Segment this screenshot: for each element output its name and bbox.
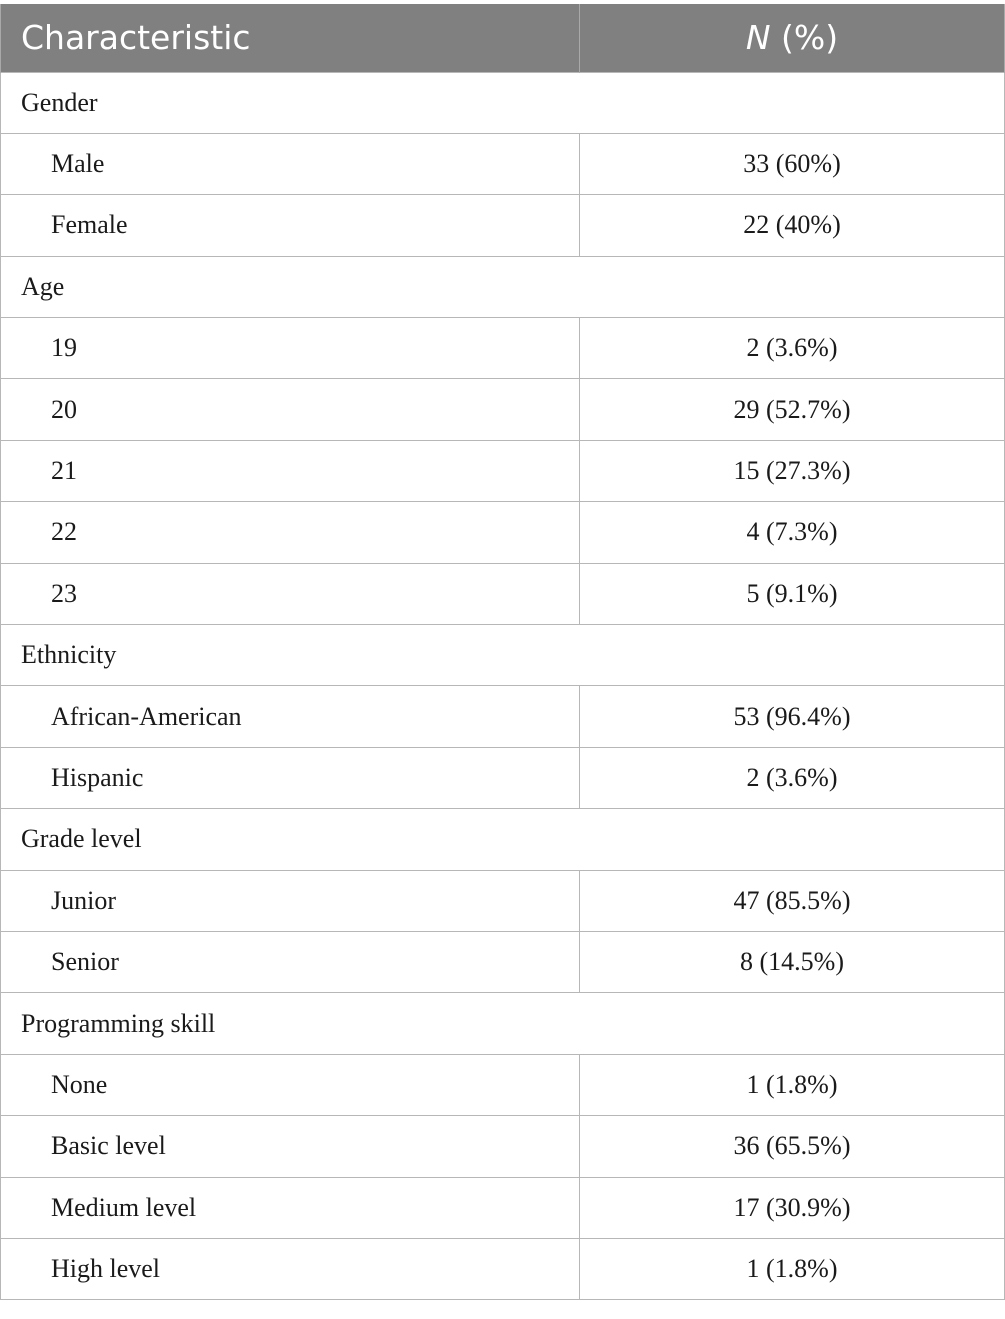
row-value: 1 (1.8%): [580, 1054, 1005, 1115]
group-label: Ethnicity: [1, 625, 1005, 686]
table-row: [1, 563, 1005, 624]
header-row: [1, 4, 1005, 72]
row-label: 23: [1, 563, 580, 624]
row-value: 17 (30.9%): [580, 1177, 1005, 1238]
row-label: Senior: [1, 931, 580, 992]
table-row: [1, 1116, 1005, 1177]
group-row: [1, 809, 1005, 870]
row-label: Male: [1, 133, 580, 194]
group-label: Age: [1, 256, 1005, 317]
demographics-table: [0, 4, 1005, 1300]
row-value: 2 (3.6%): [580, 747, 1005, 808]
group-row: [1, 625, 1005, 686]
group-label: Grade level: [1, 809, 1005, 870]
row-label: 21: [1, 440, 580, 501]
table-row: [1, 133, 1005, 194]
row-value: 29 (52.7%): [580, 379, 1005, 440]
row-label: High level: [1, 1238, 580, 1299]
header-n-percent: [580, 4, 1005, 72]
table-row: [1, 870, 1005, 931]
table-row: [1, 1238, 1005, 1299]
row-label: Female: [1, 195, 580, 256]
row-label: 20: [1, 379, 580, 440]
row-label: Medium level: [1, 1177, 580, 1238]
header-percent: (%): [770, 18, 839, 58]
row-label: None: [1, 1054, 580, 1115]
table-row: [1, 747, 1005, 808]
row-value: 15 (27.3%): [580, 440, 1005, 501]
table-row: [1, 318, 1005, 379]
group-row: [1, 993, 1005, 1054]
group-label: Gender: [1, 72, 1005, 133]
table-row: [1, 1177, 1005, 1238]
row-value: 2 (3.6%): [580, 318, 1005, 379]
group-row: [1, 72, 1005, 133]
group-row: [1, 256, 1005, 317]
table-row: [1, 1054, 1005, 1115]
row-label: 22: [1, 502, 580, 563]
table-row: [1, 686, 1005, 747]
table-row: [1, 502, 1005, 563]
row-value: 1 (1.8%): [580, 1238, 1005, 1299]
row-value: 47 (85.5%): [580, 870, 1005, 931]
header-characteristic: Characteristic: [1, 4, 580, 72]
row-value: 33 (60%): [580, 133, 1005, 194]
table-row: [1, 931, 1005, 992]
row-label: Hispanic: [1, 747, 580, 808]
table-row: [1, 440, 1005, 501]
row-label: Basic level: [1, 1116, 580, 1177]
table-row: [1, 379, 1005, 440]
row-value: 5 (9.1%): [580, 563, 1005, 624]
header-n: N: [745, 18, 771, 58]
row-label: 19: [1, 318, 580, 379]
row-value: 53 (96.4%): [580, 686, 1005, 747]
row-value: 4 (7.3%): [580, 502, 1005, 563]
row-value: 8 (14.5%): [580, 931, 1005, 992]
row-value: 36 (65.5%): [580, 1116, 1005, 1177]
row-label: Junior: [1, 870, 580, 931]
group-label: Programming skill: [1, 993, 1005, 1054]
row-value: 22 (40%): [580, 195, 1005, 256]
row-label: African-American: [1, 686, 580, 747]
table-row: [1, 195, 1005, 256]
